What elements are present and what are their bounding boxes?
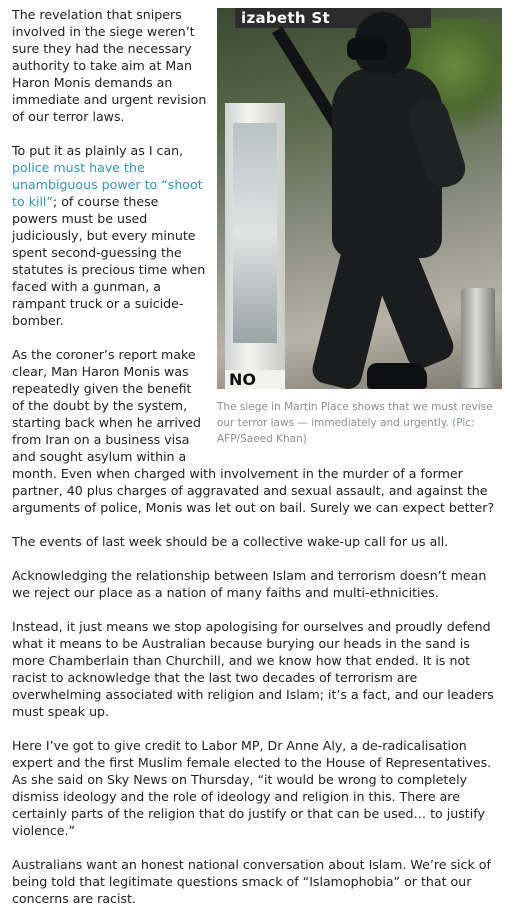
officer-boot xyxy=(367,363,427,389)
paragraph-8: Australians want an honest national conversation about Islam. We’re sick of being told that legitimate questions smack of “Islamophobia” or that our concerns are racist. xyxy=(12,857,491,906)
paragraph-2-lead: To put it as plainly as I can, xyxy=(12,143,184,158)
shoot-to-kill-link[interactable]: police must have the unambiguous power to “shoot to kill” xyxy=(12,160,203,209)
street-sign: izabeth St xyxy=(235,8,431,28)
article-figure xyxy=(217,8,502,447)
paragraph-4: The events of last week should be a collective wake-up call for us all. xyxy=(12,534,449,549)
paragraph-3: As the coroner’s report make clear, Man Haron Monis was repeatedly given the benefit of the doubt by the system, starting back when he arrived from Iran on a business visa and sought asylum within a month. Even when charged with involvement in the murder of a former partner, 40 plus charges of aggravated and sexual assault, and against the arguments of police, Monis was let out on bail. Surely we can expect better? xyxy=(12,347,495,515)
article-body xyxy=(12,6,502,924)
officer-visor xyxy=(347,38,387,60)
shelter-panel xyxy=(225,103,285,389)
poster-panel xyxy=(233,123,277,343)
bollard xyxy=(461,288,495,388)
paragraph-2-rest: ; of course these powers must be used judiciously, but every minute spent second-guessing the statutes is precious time when faced with a gunman, a rampant truck or a suicide-bomber. xyxy=(12,194,206,328)
paragraph-5: Acknowledging the relationship between Islam and terrorism doesn’t mean we reject our place as a nation of many faiths and multi-ethnicities. xyxy=(12,568,487,600)
paragraph-1: The revelation that snipers involved in the siege weren’t sure they had the necessary authority to take aim at Man Haron Monis demands an immediate and urgent revision of our terror laws. xyxy=(12,7,207,124)
paragraph-6: Instead, it just means we stop apologising for ourselves and proudly defend what it means to be Australian because burying our heads in the sand is more Chamberlain than Churchill, and we know how that ended. It is not racist to acknowledge that the last two decades of terrorism are overwhelming associated with religion and Islam; it’s a fact, and our leaders must speak up. xyxy=(12,619,494,719)
no-sign: NO xyxy=(225,370,285,389)
photo-caption: The siege in Martin Place shows that we must revise our terror laws — immediately and urgently. (Pic: AFP/Saeed Khan) xyxy=(217,401,493,445)
siege-photo xyxy=(217,8,502,389)
paragraph-7: Here I’ve got to give credit to Labor MP, Dr Anne Aly, a de-radicalisation expert and the first Muslim female elected to the House of Representatives. As she said on Sky News on Thursday, “it would be wrong to completely dismiss ideology and the role of ideology and religion in this. There are certainly parts of the religion that do justify or that can be used… to justify violence.” xyxy=(12,738,492,838)
